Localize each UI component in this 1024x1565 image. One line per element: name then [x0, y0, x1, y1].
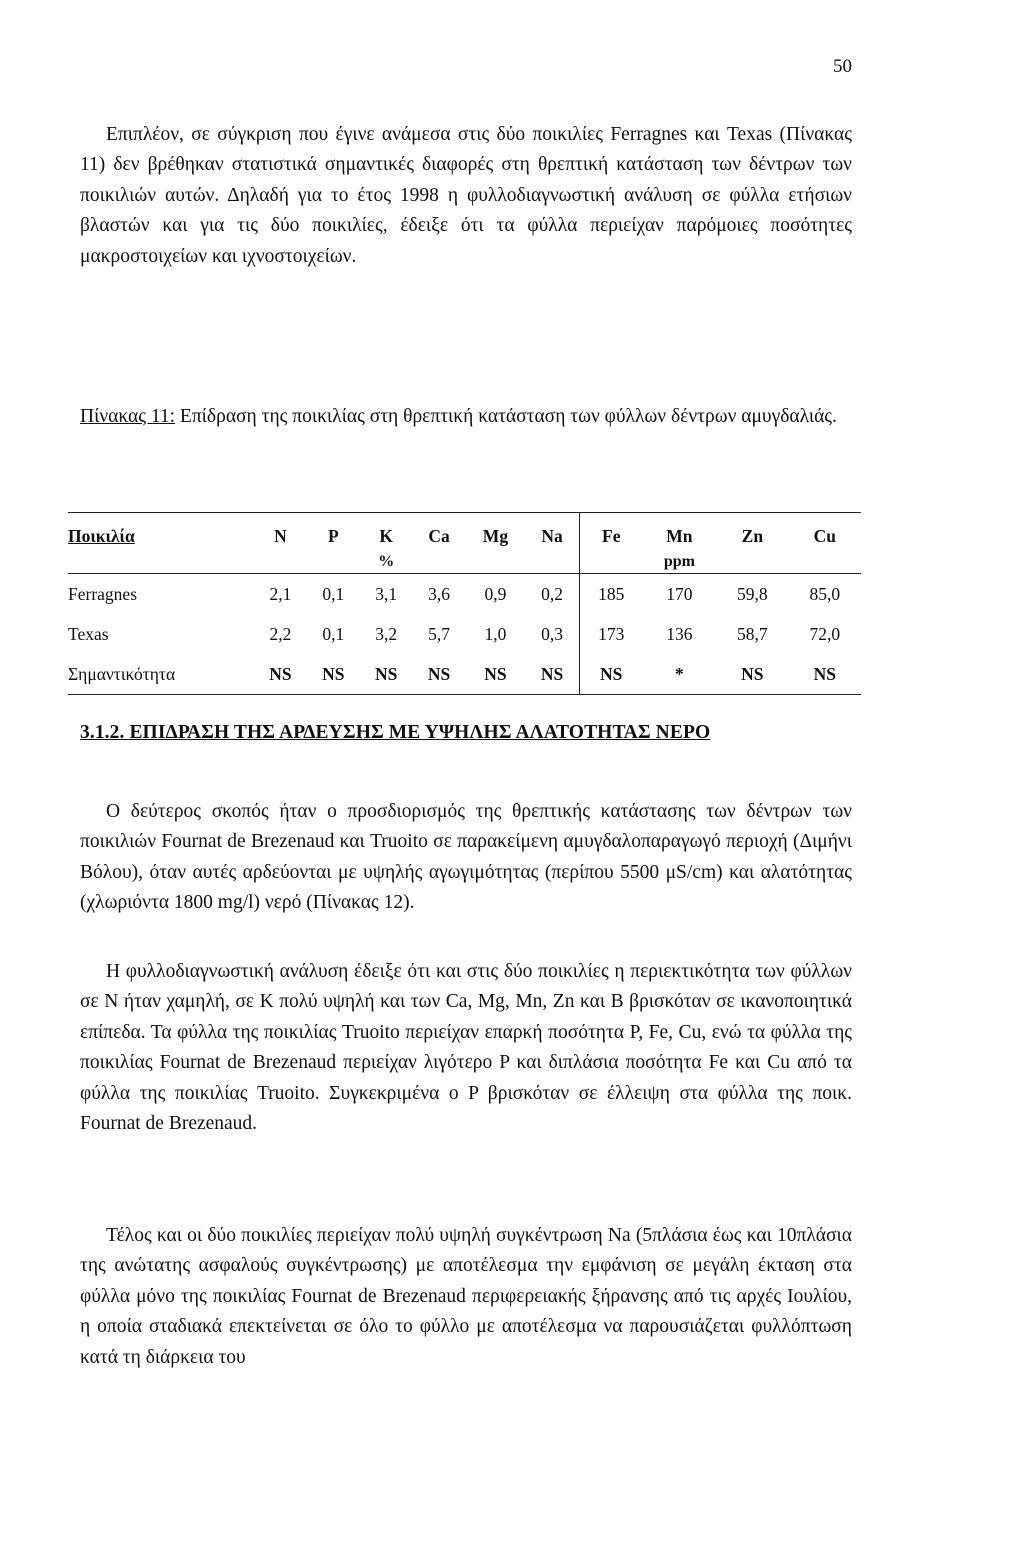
- cell-n: NS: [254, 654, 307, 695]
- cell-ca: 5,7: [428, 623, 451, 644]
- units-spacer: [579, 551, 642, 574]
- cell-fe: 173: [579, 614, 642, 654]
- unit-percent: %: [360, 551, 413, 574]
- table-units-row: [68, 551, 861, 574]
- table-row-significance: [68, 654, 861, 695]
- table-caption-label: Πίνακας 11:: [80, 406, 176, 427]
- cell-cu: 72,0: [809, 623, 841, 644]
- cell-p: NS: [307, 654, 360, 695]
- cell-fe: 185: [579, 574, 642, 615]
- cell-na: 0,3: [541, 623, 564, 644]
- cell-mn: 136: [666, 623, 693, 644]
- units-spacer: [413, 551, 466, 574]
- cell-mg: NS: [466, 654, 526, 695]
- intro-paragraph: Επιπλέον, σε σύγκριση που έγινε ανάμεσα στις δύο ποικιλίες Ferragnes και Texas (Πίνακας 11) δεν βρέθηκαν στατιστικά σημαντικές διαφορές στη θρεπτική κατάσταση των δέντρων των ποικιλιών αυτών. Δηλαδή για το έτος 1998 η φυλλοδιαγνωστική ανάλυση σε φύλλα ετήσιων βλαστών και για τις δύο ποικιλίες, έδειξε ότι τα φύλλα περιείχαν παρόμοιες ποσότητες μακροστοιχείων και ιχνοστοιχείων.: [80, 124, 852, 267]
- section-heading: 3.1.2. ΕΠΙΔΡΑΣΗ ΤΗΣ ΑΡΔΕΥΣΗΣ ΜΕ ΥΨΗΛΗΣ ΑΛΑΤΟΤΗΤΑΣ ΝΕΡΟ: [80, 722, 711, 743]
- table-row-texas: [68, 614, 861, 654]
- cell-fe: NS: [579, 654, 642, 695]
- header-mg: Mg: [466, 513, 526, 552]
- body-paragraph-analysis: Η φυλλοδιαγνωστική ανάλυση έδειξε ότι και στις δύο ποικιλίες η περιεκτικότητα των φύλλων σε Ν ήταν χαμηλή, σε Κ πολύ υψηλή και των Ca, Mg, Mn, Zn και B βρισκόταν σε ικανοποιητικά επίπεδα. Τα φύλλα της ποικιλίας Truoito περιείχαν επαρκή ποσότητα P, Fe, Cu, ενώ τα φύλλα της ποικιλίας Fournat de Brezenaud περιείχαν λιγότερο P και διπλάσια ποσότητα Fe και Cu από τα φύλλα της ποικιλίας Truoito. Συγκεκριμένα ο P βρισκόταν σε έλλειψη στα φύλλα της ποικ. Fournat de Brezenaud.: [80, 961, 852, 1135]
- header-variety: Ποικιλία: [68, 513, 254, 552]
- cell-na: 0,2: [541, 583, 564, 604]
- cell-cu: NS: [789, 654, 861, 695]
- header-fe: Fe: [579, 513, 642, 552]
- units-spacer: [789, 551, 861, 574]
- body-paragraph-purpose: Ο δεύτερος σκοπός ήταν ο προσδιορισμός της θρεπτικής κατάστασης των δέντρων των ποικιλιών Fournat de Brezenaud και Truoito σε παρακείμενη αμυγδαλοπαραγωγό περιοχή (Διμήνι Βόλου), όταν αυτές αρδεύονται με υψηλής αγωγιμότητας (περίπου 5500 μS/cm) και αλατότητας (χλωριόντα 1800 mg/l) νερό (Πίνακας 12).: [80, 801, 852, 914]
- header-mn: Mn: [643, 513, 717, 552]
- cell-zn: NS: [716, 654, 788, 695]
- cell-mn: 170: [666, 583, 693, 604]
- units-spacer: [716, 551, 788, 574]
- cell-k: 3,1: [375, 583, 398, 604]
- header-zn: Zn: [716, 513, 788, 552]
- header-ca: Ca: [413, 513, 466, 552]
- table-caption-text: Επίδραση της ποικιλίας στη θρεπτική κατάσταση των φύλλων δέντρων αμυγδαλιάς.: [175, 406, 837, 427]
- table-caption: [80, 395, 852, 439]
- units-spacer: [254, 551, 307, 574]
- nutrient-table: [68, 512, 861, 695]
- units-spacer: [466, 551, 526, 574]
- cell-mg: 1,0: [484, 623, 507, 644]
- header-na: Na: [525, 513, 579, 552]
- row-variety: Texas: [68, 623, 109, 644]
- body-paragraph-sodium: Τέλος και οι δύο ποικιλίες περιείχαν πολύ υψηλή συγκέντρωση Na (5πλάσια έως και 10πλάσια της ανώτατης ασφαλούς συγκέντρωσης) με αποτέλεσμα την εμφάνιση σε μεγάλη έκταση στα φύλλα μόνο της ποικιλίας Fournat de Brezenaud περιφερειακής ξήρανσης από τις αρχές Ιουλίου, η οποία σταδιακά επεκτείνεται σε όλο το φύλλο με αποτέλεσμα να παρουσιάζεται φυλλόπτωση κατά τη διάρκεια του: [80, 1225, 852, 1368]
- cell-p: 0,1: [322, 583, 345, 604]
- cell-n: 2,1: [269, 583, 292, 604]
- cell-k: 3,2: [375, 623, 398, 644]
- header-k: K: [360, 513, 413, 552]
- units-spacer: [525, 551, 579, 574]
- cell-mn: *: [643, 654, 717, 695]
- cell-ca: 3,6: [428, 583, 451, 604]
- page-number: 50: [833, 56, 852, 77]
- row-variety: Σημαντικότητα: [68, 654, 254, 695]
- cell-ca: NS: [413, 654, 466, 695]
- header-n: N: [254, 513, 307, 552]
- cell-na: NS: [525, 654, 579, 695]
- cell-n: 2,2: [269, 623, 292, 644]
- row-variety: Ferragnes: [68, 583, 138, 604]
- header-cu: Cu: [789, 513, 861, 552]
- table-row-ferragnes: [68, 574, 861, 615]
- cell-mg: 0,9: [484, 583, 507, 604]
- unit-ppm: ppm: [643, 551, 717, 574]
- cell-p: 0,1: [322, 623, 345, 644]
- table-header-row: [68, 513, 861, 552]
- cell-zn: 58,7: [737, 623, 768, 644]
- units-spacer: [68, 551, 254, 574]
- units-spacer: [307, 551, 360, 574]
- cell-zn: 59,8: [737, 583, 768, 604]
- cell-cu: 85,0: [809, 583, 841, 604]
- cell-k: NS: [360, 654, 413, 695]
- header-p: P: [307, 513, 360, 552]
